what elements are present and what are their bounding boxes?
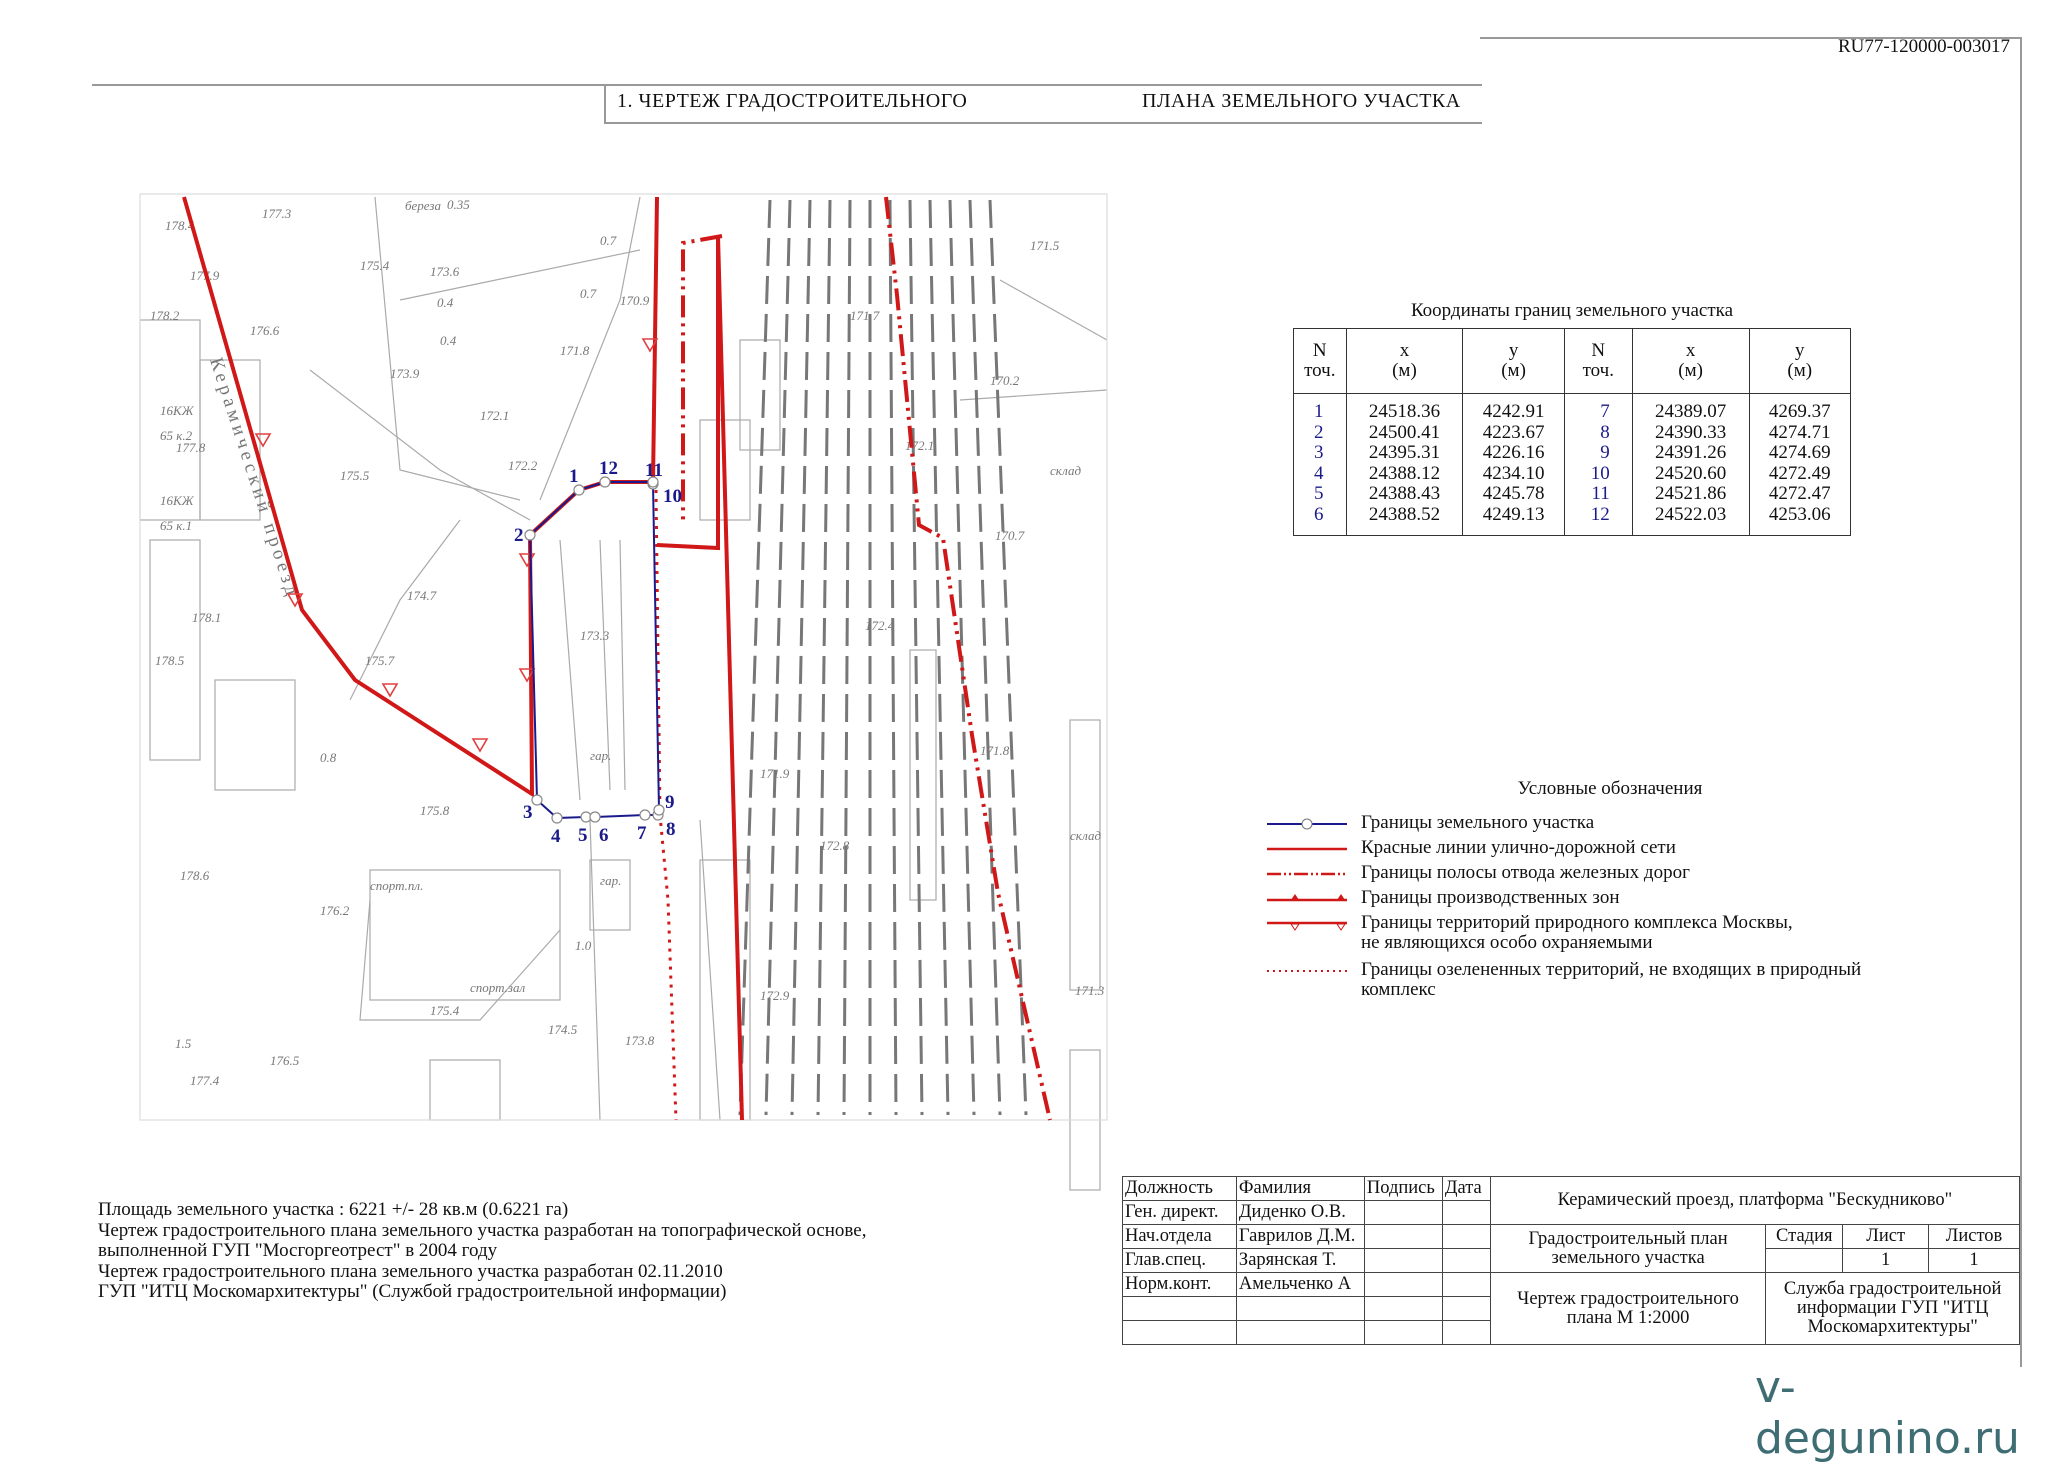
map-label: 0.4 <box>440 333 457 348</box>
document-name: Градостроительный план земельного участка <box>1490 1225 1765 1273</box>
empty-cell <box>1123 1297 1237 1321</box>
coordinate-value: 3 <box>1314 442 1324 463</box>
map-label: 170.9 <box>620 293 650 308</box>
coordinate-value: 10 <box>1590 462 1610 484</box>
coordinate-value: 4 <box>1314 462 1324 484</box>
parcel-boundary-symbol-icon <box>1267 815 1347 833</box>
parcel-vertex-marker <box>552 813 562 823</box>
parcel-vertex-marker <box>525 530 535 540</box>
coordinates-column-header: y (м) <box>1463 329 1564 394</box>
nature-boundary-marker-icon <box>256 434 270 446</box>
railway-track <box>910 200 922 1115</box>
staff-surname: Гаврилов Д.М. <box>1236 1225 1364 1249</box>
staff-date <box>1442 1201 1490 1225</box>
staff-signature <box>1364 1225 1442 1249</box>
document-code: RU77-120000-003017 <box>1837 36 2010 57</box>
map-label: 178.1 <box>192 610 222 625</box>
topo-line <box>590 820 600 1120</box>
parcel-point-label: 7 <box>637 823 647 844</box>
map-label: 178.2 <box>150 308 180 323</box>
parcel-point-label: 2 <box>514 525 524 546</box>
map-label: 175.4 <box>360 258 390 273</box>
coordinate-value: 4234.10 <box>1482 462 1545 484</box>
coordinates-header-row <box>1294 329 1851 394</box>
coordinates-column-header: N точ. <box>1564 329 1632 394</box>
legend-label: Границы озелененных территорий, не входящих в природный комплекс <box>1361 959 1862 1000</box>
coordinate-value: 4272.49 <box>1768 462 1831 484</box>
map-label: 1.0 <box>575 938 592 953</box>
header-surname: Фамилия <box>1236 1177 1364 1201</box>
legend-label: Границы земельного участка <box>1361 812 1595 833</box>
railway-track <box>792 200 810 1115</box>
coordinate-value: 24521.86 <box>1655 483 1727 504</box>
map-label: 178.6 <box>180 868 210 883</box>
staff-signature <box>1364 1249 1442 1273</box>
organization: Служба градостроительной информации ГУП "ИТЦ Москомархитектуры" <box>1766 1273 2020 1345</box>
map-label: склад <box>1050 463 1082 478</box>
map-label: 175.4 <box>430 1003 460 1018</box>
map-label: 175.5 <box>340 468 370 483</box>
building-outline <box>215 680 295 790</box>
coordinate-value: 4269.37 <box>1768 401 1831 422</box>
map-label: 16КЖ <box>160 493 194 508</box>
coordinate-value: 24390.33 <box>1655 421 1727 443</box>
coordinate-value: 24389.07 <box>1655 401 1727 422</box>
sheet-value: 1 <box>1843 1249 1929 1273</box>
title-block <box>1122 1176 2020 1345</box>
building-outline <box>740 340 780 450</box>
legend-item-industrial <box>1267 888 1967 912</box>
red-line-symbol-icon <box>1267 840 1347 858</box>
railway-track <box>740 200 770 1115</box>
parcel-point-label: 11 <box>645 460 663 481</box>
empty-cell <box>1442 1297 1490 1321</box>
coordinate-value: 5 <box>1314 483 1324 504</box>
topo-line <box>350 520 460 700</box>
map-label: 171.7 <box>850 308 880 323</box>
map-label: 176.2 <box>320 903 350 918</box>
map-label: 171.5 <box>1030 238 1060 253</box>
staff-signature <box>1364 1201 1442 1225</box>
staff-surname: Диденко О.В. <box>1236 1201 1364 1225</box>
coordinate-value: 24388.52 <box>1368 503 1441 525</box>
coordinates-title: Координаты границ земельного участка <box>1410 300 1734 321</box>
legend-item-red-lines <box>1267 838 1967 862</box>
header-position: Должность <box>1123 1177 1237 1201</box>
note-line: выполненной ГУП "Мосгоргеотрест" в 2004 году <box>98 1240 498 1261</box>
map-label: 0.7 <box>580 286 597 301</box>
topographic-base <box>140 194 1107 1190</box>
header-date: Дата <box>1442 1177 1490 1201</box>
map-label: 172.4 <box>865 618 895 633</box>
map-label: спорт.зал <box>470 980 526 995</box>
legend-item-railway <box>1267 863 1967 887</box>
topo-line <box>360 900 560 1020</box>
sheets-label: Листов <box>1929 1225 2020 1249</box>
empty-cell <box>1442 1321 1490 1345</box>
map-label: 0.4 <box>437 295 454 310</box>
map-label: 172.1 <box>480 408 510 423</box>
coordinate-value: 2 <box>1314 421 1324 443</box>
map-label: 170.2 <box>990 373 1020 388</box>
map-label: 177.3 <box>262 206 292 221</box>
note-line: Чертеж градостроительного плана земельного участка разработан 02.11.2010 <box>98 1260 723 1282</box>
map-label: 171.8 <box>560 343 590 358</box>
coordinates-column-header: x (м) <box>1346 329 1463 394</box>
legend-label: Красные линии улично-дорожной сети <box>1361 837 1676 858</box>
industrial-zone-symbol-icon <box>1267 890 1347 908</box>
coordinates-column-y <box>1749 394 1850 536</box>
topo-line <box>560 540 580 800</box>
building-outline <box>150 540 200 760</box>
coordinate-value: 4272.47 <box>1768 483 1831 504</box>
railway-track <box>818 200 830 1115</box>
parcel-vertex-marker <box>654 805 664 815</box>
coordinates-table <box>1293 328 1851 536</box>
coordinates-column-n <box>1564 394 1632 536</box>
map-label: 178.4 <box>165 218 195 233</box>
staff-position: Норм.конт. <box>1123 1273 1237 1297</box>
coordinates-column-header: x (м) <box>1632 329 1749 394</box>
map-label: 170.7 <box>995 528 1025 543</box>
coordinate-value: 24500.41 <box>1368 421 1441 443</box>
map-label: 172.8 <box>820 838 850 853</box>
drawing-name: Чертеж градостроительного плана М 1:2000 <box>1490 1273 1765 1345</box>
legend-title: Условные обозначения <box>1517 778 1703 799</box>
stage-value <box>1766 1249 1843 1273</box>
coordinate-value: 9 <box>1600 442 1610 463</box>
map-label: 177.8 <box>176 440 206 455</box>
staff-date <box>1442 1273 1490 1297</box>
coordinates-column-x <box>1632 394 1749 536</box>
legend-item-parcel <box>1267 813 1967 837</box>
map-label: береза <box>405 198 441 213</box>
map-label: 176.5 <box>270 1053 300 1068</box>
building-outline <box>140 320 200 520</box>
coordinates-column-y <box>1463 394 1564 536</box>
map-label: спорт.пл. <box>370 878 424 893</box>
parcel-point-label: 5 <box>578 825 588 846</box>
map-label: 177.4 <box>190 1073 220 1088</box>
parcel-point-label: 6 <box>599 825 609 846</box>
parcel-point-label: 3 <box>523 802 533 823</box>
staff-signature <box>1364 1273 1442 1297</box>
coordinate-value: 1 <box>1314 401 1324 422</box>
building-outline <box>430 1060 500 1120</box>
parcel-point-label: 10 <box>663 486 682 507</box>
parcel-point-label: 12 <box>599 458 618 479</box>
nature-boundary-marker-icon <box>383 684 397 696</box>
coordinate-value: 4245.78 <box>1482 483 1545 504</box>
coordinate-value: 4242.91 <box>1482 401 1545 422</box>
sheet-label: Лист <box>1843 1225 1929 1249</box>
topo-line <box>1000 280 1107 340</box>
building-outline <box>590 860 630 930</box>
parcel-vertex-marker <box>590 812 600 822</box>
map-label: 173.9 <box>390 366 420 381</box>
sheets-value: 1 <box>1929 1249 2020 1273</box>
railway-tracks <box>740 200 1026 1115</box>
coordinates-column-x <box>1346 394 1463 536</box>
parcel-point-label: 9 <box>665 792 675 813</box>
staff-position: Ген. директ. <box>1123 1201 1237 1225</box>
page-title-right: ПЛАНА ЗЕМЕЛЬНОГО УЧАСТКА <box>1142 90 1461 112</box>
map-label: 174.5 <box>548 1022 578 1037</box>
railway-track <box>766 200 790 1115</box>
map-label: 171.9 <box>760 766 790 781</box>
map-label: 0.7 <box>600 233 617 248</box>
map-label: 177.9 <box>190 268 220 283</box>
map-label: 173.3 <box>580 628 610 643</box>
coordinate-value: 4226.16 <box>1482 442 1545 463</box>
map-label: 0.35 <box>447 197 470 212</box>
empty-cell <box>1364 1297 1442 1321</box>
coordinate-value: 4223.67 <box>1482 421 1545 443</box>
coordinate-value: 24388.43 <box>1368 483 1441 504</box>
coordinate-value: 12 <box>1590 503 1610 525</box>
topo-line <box>540 197 640 500</box>
map-label: 178.5 <box>155 653 185 668</box>
area-note: Площадь земельного участка : 6221 +/- 28 кв.м (0.6221 га) <box>98 1199 569 1220</box>
coordinate-value: 24520.60 <box>1655 462 1727 484</box>
staff-surname: Зарянская Т. <box>1236 1249 1364 1273</box>
map-label: 172.2 <box>508 458 538 473</box>
staff-date <box>1442 1225 1490 1249</box>
legend-label: Границы территорий природного комплекса Москвы, не являющихся особо охраняемыми <box>1361 912 1793 953</box>
green-territory-symbol-icon <box>1267 962 1347 980</box>
legend-item-green <box>1267 960 1967 1004</box>
coordinate-value: 11 <box>1591 483 1610 504</box>
nature-boundary-marker-icon <box>473 739 487 751</box>
map-label: 65 к.2 <box>160 428 193 443</box>
watermark: v-degunino.ru <box>1755 1362 2020 1464</box>
map-label: 65 к.1 <box>160 518 193 533</box>
empty-cell <box>1236 1321 1364 1345</box>
coordinates-column-header: y (м) <box>1749 329 1850 394</box>
legend-label: Границы полосы отвода железных дорог <box>1361 862 1690 883</box>
coordinates-body-row <box>1294 394 1851 536</box>
map-label: 173.8 <box>625 1033 655 1048</box>
street-name-label: Керамический проезд <box>205 355 304 602</box>
coordinate-value: 4274.71 <box>1768 421 1831 443</box>
stage-label: Стадия <box>1766 1225 1843 1249</box>
coordinate-value: 24522.03 <box>1655 503 1727 525</box>
coordinate-value: 6 <box>1314 503 1324 525</box>
staff-position: Нач.отдела <box>1123 1225 1237 1249</box>
coordinate-value: 24391.26 <box>1655 442 1727 463</box>
legend-label: Границы производственных зон <box>1361 887 1620 908</box>
coordinate-value: 4253.06 <box>1768 503 1831 525</box>
map-label: 173.6 <box>430 264 460 279</box>
coordinate-value: 7 <box>1600 401 1610 422</box>
map-label: склад <box>1070 828 1102 843</box>
note-line: Чертеж градостроительного плана земельного участка разработан на топографической основе, <box>98 1219 867 1241</box>
parcel-boundary <box>530 482 659 818</box>
coordinates-column-header: N точ. <box>1294 329 1347 394</box>
map-label: 174.7 <box>407 588 437 603</box>
topo-line <box>960 390 1107 400</box>
map-label: 1.5 <box>175 1036 192 1051</box>
building-outline <box>910 650 936 900</box>
topo-line <box>700 820 720 1120</box>
map-label: 172.1 <box>905 438 935 453</box>
staff-position: Глав.спец. <box>1123 1249 1237 1273</box>
map-label: 171.8 <box>980 743 1010 758</box>
coordinate-value: 4274.69 <box>1768 442 1831 463</box>
railway-track <box>930 200 948 1115</box>
coordinate-value: 8 <box>1600 421 1610 443</box>
topo-line <box>310 370 530 520</box>
parcel-point-label: 4 <box>551 826 561 847</box>
map-label: 172.9 <box>760 988 790 1003</box>
nature-complex-markers <box>256 339 657 751</box>
parcel-point-label: 8 <box>666 819 676 840</box>
map-label: 0.8 <box>320 750 337 765</box>
legend-item-nature <box>1267 913 1967 957</box>
map-label: 16КЖ <box>160 403 194 418</box>
coordinate-value: 24388.12 <box>1368 462 1441 484</box>
railway-boundary-symbol-icon <box>1267 865 1347 883</box>
notes <box>98 1200 866 1303</box>
staff-date <box>1442 1249 1490 1273</box>
parcel-point-label: 1 <box>569 466 579 487</box>
nature-complex-symbol-icon <box>1267 915 1347 933</box>
empty-cell <box>1236 1297 1364 1321</box>
map-label: 175.7 <box>365 653 395 668</box>
map-label: гар. <box>600 873 622 888</box>
parcel-vertex-marker <box>640 810 650 820</box>
staff-surname: Амельченко А <box>1236 1273 1364 1297</box>
topo-line <box>375 197 520 500</box>
map-label: 175.8 <box>420 803 450 818</box>
coordinate-value: 24518.36 <box>1368 401 1441 422</box>
map-label: 176.6 <box>250 323 280 338</box>
parcel-vertex-marker <box>532 795 542 805</box>
object-name: Керамический проезд, платформа "Бескудниково" <box>1490 1177 2019 1225</box>
topo-line <box>620 540 625 790</box>
header-signature: Подпись <box>1364 1177 1442 1201</box>
coordinates-column-n <box>1294 394 1347 536</box>
map-label: 171.3 <box>1075 983 1105 998</box>
note-line: ГУП "ИТЦ Москомархитектуры" (Службой градостроительной информации) <box>98 1281 727 1302</box>
building-outline <box>1070 720 1100 990</box>
coordinate-value: 4249.13 <box>1482 503 1545 525</box>
railway-track <box>844 200 850 1115</box>
empty-cell <box>1123 1321 1237 1345</box>
railway-track <box>890 200 896 1115</box>
page-title-left: 1. ЧЕРТЕЖ ГРАДОСТРОИТЕЛЬНОГО <box>617 90 968 112</box>
coordinate-value: 24395.31 <box>1368 442 1441 463</box>
empty-cell <box>1364 1321 1442 1345</box>
map-label: гар. <box>590 748 612 763</box>
